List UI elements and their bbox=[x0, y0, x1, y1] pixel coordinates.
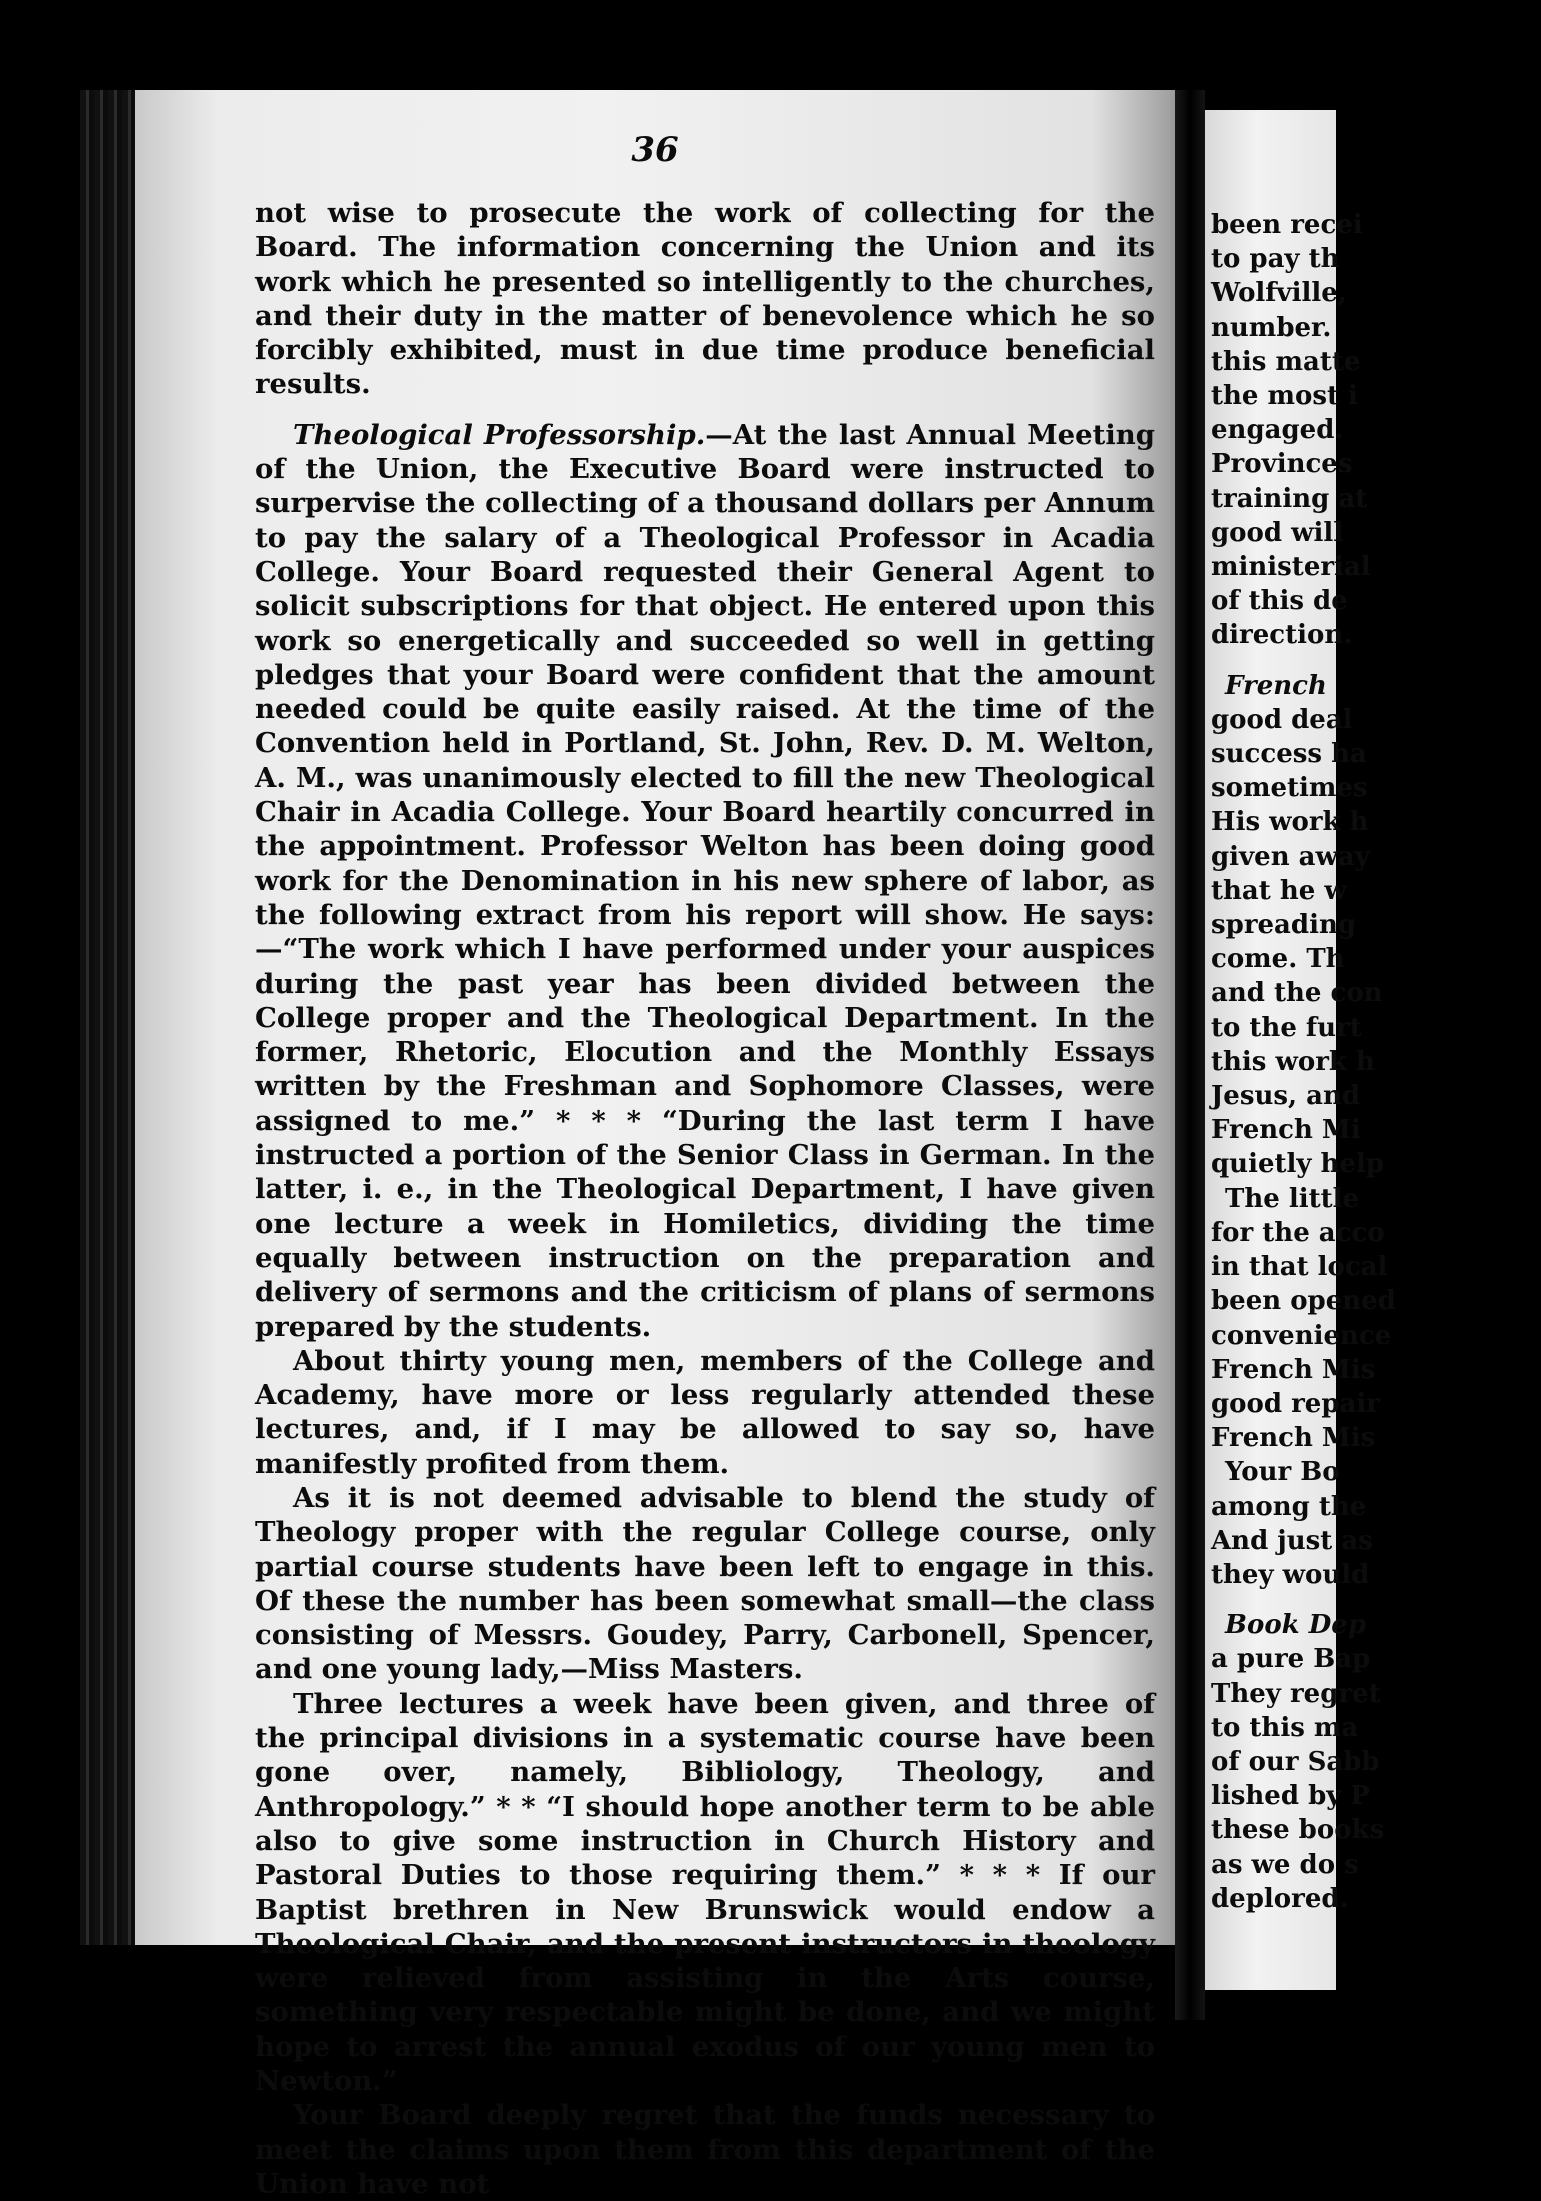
page-edge-margin bbox=[80, 90, 135, 1945]
text-line: good will bbox=[1211, 517, 1344, 548]
text-line: among the bbox=[1211, 1491, 1367, 1522]
text-line: to this ma bbox=[1211, 1712, 1359, 1743]
paragraph: As it is not deemed advisable to blend the study of Theology proper with the regular College course, only partial course students have been left to engage in this. Of these the number has been somewhat small—the class consisting of Messrs. Goudey, Parry, Carbonell, Spencer, and one young lady,—Miss Masters. bbox=[255, 1481, 1155, 1686]
text-line: And just as bbox=[1211, 1525, 1373, 1556]
text-line: this work h bbox=[1211, 1046, 1375, 1077]
text-line: Wolfville, bbox=[1211, 278, 1347, 309]
text-line: given away bbox=[1211, 841, 1370, 872]
text-line: They regret bbox=[1211, 1678, 1381, 1709]
text-line: come. Th bbox=[1211, 944, 1345, 975]
text-line: deplored. bbox=[1211, 1883, 1349, 1914]
text-line: training at bbox=[1211, 483, 1368, 514]
main-text-column bbox=[255, 196, 1155, 2201]
text-line: good deal bbox=[1211, 704, 1353, 735]
text-line: number. bbox=[1211, 312, 1332, 343]
text-line: to pay th bbox=[1211, 244, 1340, 275]
text-line: these books bbox=[1211, 1815, 1385, 1846]
text-line: Provinces bbox=[1211, 449, 1353, 480]
page-number: 36 bbox=[631, 130, 679, 170]
right-text-column bbox=[1211, 208, 1541, 1916]
left-page bbox=[135, 90, 1175, 2200]
text-line: a pure Bap bbox=[1211, 1644, 1371, 1675]
text-line: Book Dep bbox=[1225, 1610, 1366, 1641]
text-line: spreading bbox=[1211, 910, 1357, 941]
text-line: engaged. bbox=[1211, 415, 1344, 446]
text-line: ministerial bbox=[1211, 552, 1371, 583]
paragraph: About thirty young men, members of the College and Academy, have more or less regularly attended these lectures, and, if I may be allowed to say so, have manifestly profited from them. bbox=[255, 1344, 1155, 1480]
text-line: in that local bbox=[1211, 1252, 1388, 1283]
text-line: as we do s bbox=[1211, 1849, 1359, 1880]
text-line: lished by P bbox=[1211, 1781, 1370, 1812]
text-line: French Mi bbox=[1211, 1115, 1361, 1146]
text-line: quietly help bbox=[1211, 1149, 1385, 1180]
paragraph: Theological Professorship.—At the last Annual Meeting of the Union, the Executive Board were instructed to surpervise the collecting of a thousand dollars per Annum to pay the salary of a Theological Professor in Acadia College. Your Board requested their General Agent to solicit subscriptions for that object. He entered upon this work so energetically and succeeded so well in getting pledges that your Board were confident that the amount needed could be quite easily raised. At the time of the Convention held in Portland, St. John, Rev. D. M. Welton, A. M., was unanimously elected to fill the new Theological Chair in Acadia College. Your Board heartily concurred in the appointment. Professor Welton has been doing good work for the Denomination in his new sphere of labor, as the following extract from his report will show. He says:—“The work which I have performed under your auspices during the past year has been divided between the College proper and the Theological Department. In the former, Rhetoric, Elocution and the Monthly Essays written by the Freshman and Sophomore Classes, were assigned to me.” * * * “During the last term I have instructed a portion of the Senior Class in German. In the latter, i. e., in the Theological Department, I have given one lecture a week in Homiletics, dividing the time equally between instruction on the preparation and delivery of sermons and the criticism of plans of sermons prepared by the students. bbox=[255, 418, 1156, 1343]
paragraph: Your Board deeply regret that the funds necessary to meet the claims upon them from this department of the Union have not bbox=[255, 2099, 1155, 2200]
paragraph: not wise to prosecute the work of collecting for the Board. The information concerning the Union and its work which he presented so intelligently to the churches, and their duty in the matter of benevolence which he so forcibly exhibited, must in due time produce beneficial results. bbox=[255, 197, 1155, 401]
text-line: French Mis bbox=[1211, 1423, 1376, 1454]
section-heading: Theological Professorship. bbox=[293, 418, 706, 451]
text-line: of our Sabb bbox=[1211, 1746, 1380, 1777]
text-line: sometimes bbox=[1211, 773, 1368, 804]
text-line: and the con bbox=[1211, 978, 1383, 1009]
text-line: Your Bo bbox=[1225, 1457, 1340, 1488]
text-line: Jesus, and bbox=[1211, 1081, 1361, 1112]
text-line: for the acco bbox=[1211, 1217, 1385, 1248]
text-line: success ha bbox=[1211, 739, 1367, 770]
text-line: that he w bbox=[1211, 875, 1347, 906]
text-line: been recei bbox=[1211, 210, 1363, 240]
text-line: good repair bbox=[1211, 1388, 1380, 1419]
text-line: been opened bbox=[1211, 1286, 1396, 1317]
text-line: His work h bbox=[1211, 807, 1369, 838]
text-line: they would bbox=[1211, 1559, 1370, 1590]
paragraph: Three lectures a week have been given, and three of the principal divisions in a systematic course have been gone over, namely, Bibliology, Theology, and Anthropology.” * * “I should hope another term to be able also to give some instruction in Church History and Pastoral Duties to those requiring them.” * * * If our Baptist brethren in New Brunswick would endow a Theological Chair, and the present instructors in theology were relieved from assisting in the Arts course, something very respectable might be done, and we might hope to arrest the annual exodus of our young men to Newton.” bbox=[255, 1687, 1155, 2098]
text-line: the most i bbox=[1211, 381, 1358, 412]
text-line: of this de bbox=[1211, 586, 1348, 617]
text-line: direction. bbox=[1211, 620, 1353, 651]
text-line: to the furt bbox=[1211, 1012, 1362, 1043]
text-line: French Mis bbox=[1211, 1354, 1376, 1385]
book-gutter bbox=[1175, 90, 1205, 2020]
text-line: this matte bbox=[1211, 346, 1361, 377]
text-line: French bbox=[1225, 670, 1327, 701]
text-line: convenience bbox=[1211, 1320, 1392, 1351]
text-line: The little bbox=[1225, 1183, 1360, 1214]
right-page bbox=[1205, 110, 1396, 1990]
